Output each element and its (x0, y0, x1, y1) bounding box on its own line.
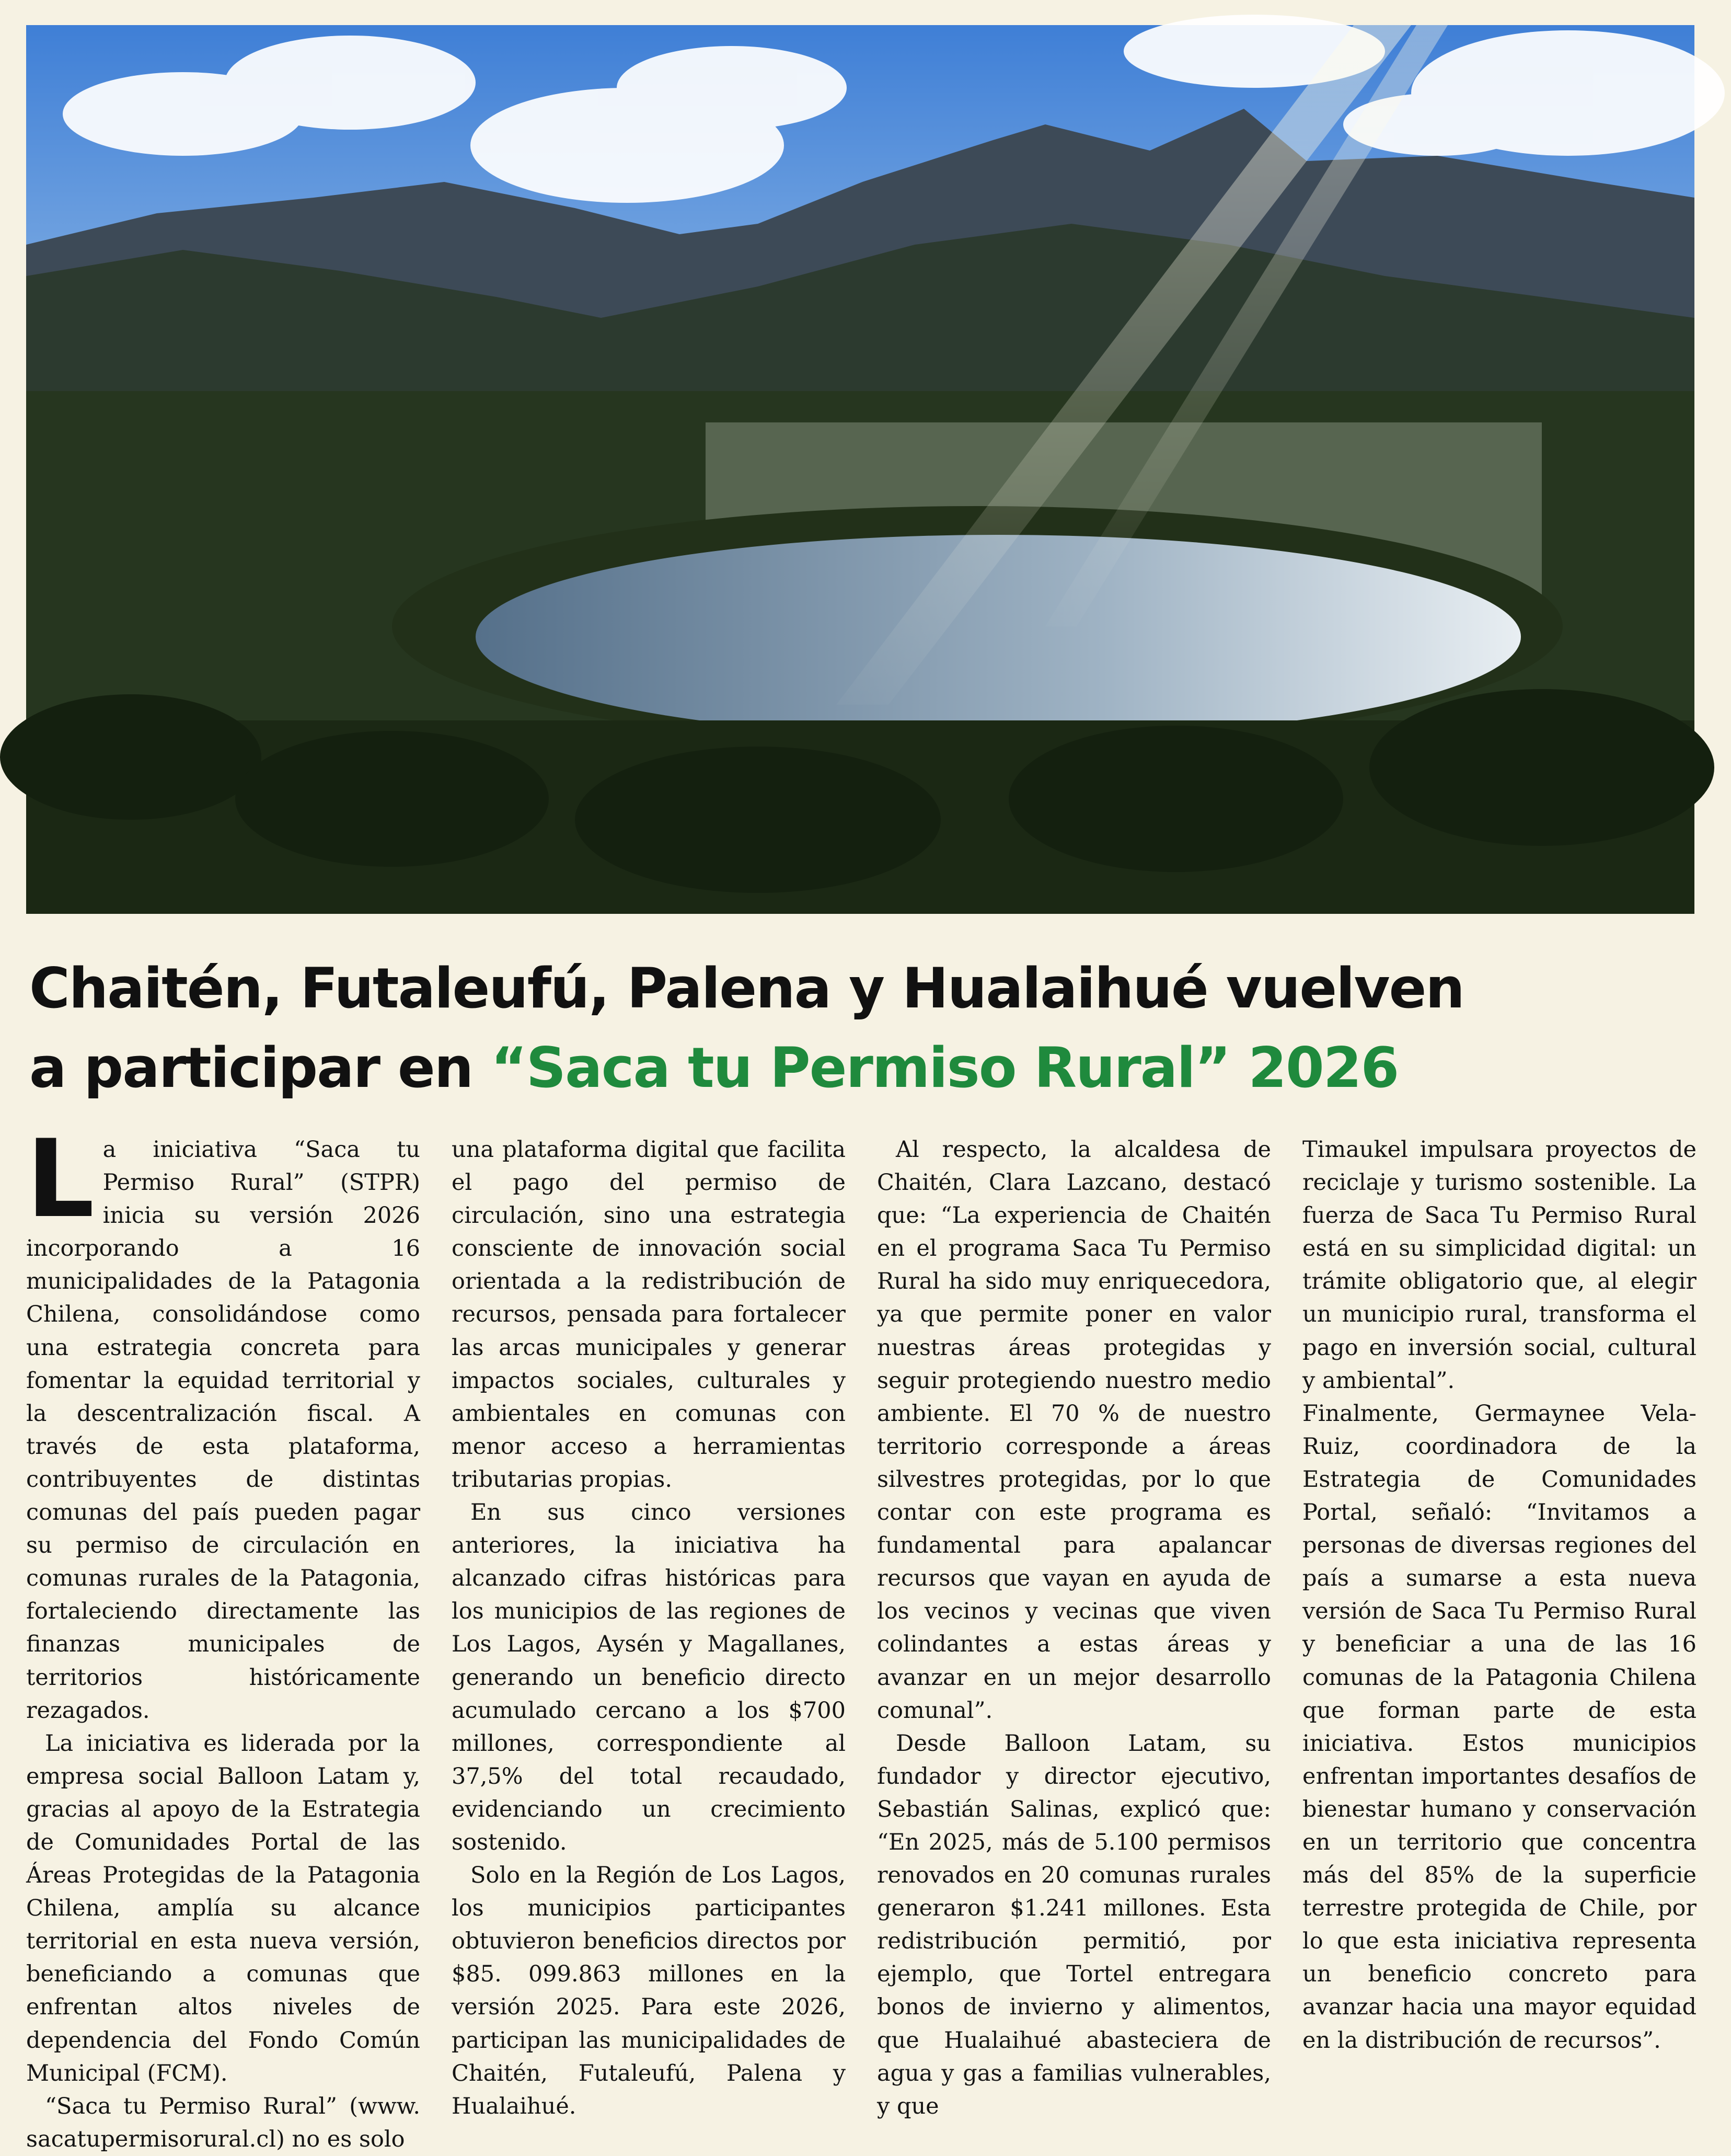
paragraph: En sus cinco versiones anteriores, la iniciativa ha alcanzado cifras históricas para los municipios de las regiones de Los Lagos, Aysén y Magallanes, generando un beneficio directo acumulado cercano a los $700 millones, correspondiente al 37,5% del total recaudado, evidenciando un crecimiento sostenido. (452, 1499, 846, 1855)
lake (476, 535, 1521, 739)
article-column-2 (452, 1133, 846, 2156)
landscape-photo (26, 25, 1694, 914)
paragraph: Timaukel impulsara proyectos de reciclaje y turismo sostenible. La fuerza de Saca Tu Permiso Rural está en su simplicidad digital: un trámite obligatorio que, al elegir un municipio rural, transforma el pago en inversión social, cultural y ambiental”. (1302, 1137, 1697, 1394)
headline-line-2-prefix: a participar en (29, 1036, 491, 1100)
landscape-illustration (26, 25, 1694, 914)
article-column-3 (877, 1133, 1271, 2156)
article-body (26, 1117, 1697, 2152)
paragraph: La iniciativa es liderada por la empresa social Balloon Latam y, gracias al apoyo de la Estrategia de Comunidades Portal de las Áreas Protegidas de la Patagonia Chilena, amplía su alcance territorial en esta nueva versión, beneficiando a comunas que enfrentan altos niveles de dependencia del Fondo Común Municipal (FCM). (26, 1730, 420, 2086)
paragraph: Solo en la Región de Los Lagos, los municipios participantes obtuvieron beneficios directos por $85. 099.863 millones en la versión 2025. Para este 2026, participan las municipalidades de Chaitén, Futaleufú, Palena y Hualaihué. (452, 1862, 846, 2119)
paragraph: Finalmente, Germaynee Vela-Ruiz, coordinadora de la Estrategia de Comunidades Portal, señaló: “Invitamos a personas de diversas regiones del país a sumarse a esta nueva versión de Saca Tu Permiso Rural y beneficiar a una de las 16 comunas de la Patagonia Chilena que forman parte de esta iniciativa. Estos municipios enfrentan importantes desafíos de bienestar humano y conservación en un territorio que concentra más del 85% de la superficie terrestre protegida de Chile, por lo que esta iniciativa representa un beneficio concreto para avanzar hacia una mayor equidad en la distribución de recursos”. (1302, 1400, 1697, 2054)
article-column-1 (26, 1117, 420, 2156)
article-column-4 (1302, 1133, 1697, 2156)
paragraph: Desde Balloon Latam, su fundador y director ejecutivo, Sebastián Salinas, explicó que: “En 2025, más de 5.100 permisos renovados en 20 comunas rurales generaron $1.241 millones. Esta redistribución permitió, por ejemplo, que Tortel entregara bonos de invierno y alimentos, que Hualaihué abasteciera de agua y gas a familias vulnerables, y que (877, 1730, 1271, 2119)
paragraph: La iniciativa “Saca tu Permiso Rural” (STPR) inicia su versión 2026 incorporando a 16 municipalidades de la Patagonia Chilena, consolidándose como una estrategia concreta para fomentar la equidad territorial y la descentralización fiscal. A través de esta plataforma, contribuyentes de distintas comunas del país pueden pagar su permiso de circulación en comunas rurales de la Patagonia, fortaleciendo directamente las finanzas municipales de territorios históricamente rezagados. (26, 1117, 420, 1724)
paragraph: Al respecto, la alcaldesa de Chaitén, Clara Lazcano, destacó que: “La experiencia de Chaitén en el programa Saca Tu Permiso Rural ha sido muy enriquecedora, ya que permite poner en valor nuestras áreas protegidas y seguir protegiendo nuestro medio ambiente. El 70 % de nuestro territorio corresponde a áreas silvestres protegidas, por lo que contar con este programa es fundamental para apalancar recursos que vayan en ayuda de los vecinos y vecinas que viven colindantes a estas áreas y avanzar en un mejor desarrollo comunal”. (877, 1137, 1271, 1724)
paragraph: “Saca tu Permiso Rural” (www. sacatupermisorural.cl) no es solo (26, 2093, 420, 2152)
paragraph: una plataforma digital que facilita el pago del permiso de circulación, sino una estrategia consciente de innovación social orientada a la redistribución de recursos, pensada para fortalecer las arcas municipales y generar impactos sociales, culturales y ambientales en comunas con menor acceso a herramientas tributarias propias. (452, 1137, 846, 1493)
headline-accent-title: “Saca tu Permiso Rural” 2026 (491, 1036, 1399, 1100)
headline-line-1: Chaitén, Futaleufú, Palena y Hualaihué vuelven (29, 956, 1464, 1020)
headline (29, 949, 1702, 1108)
